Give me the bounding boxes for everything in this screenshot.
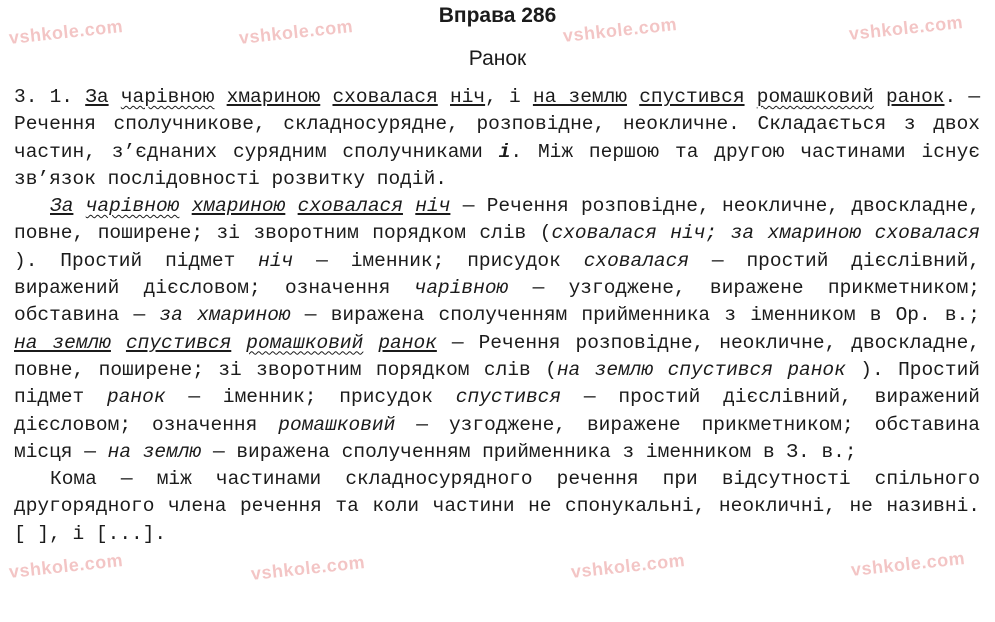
analysis-text: . — Речення сполучникове, складносурядне, розповідне, неокличне. Складається з двох частин, з’єднаних сурядним сполучниками — [14, 86, 981, 163]
analysis-text: — простий дієслівний, виражений дієсловом; означення — [14, 249, 980, 300]
conjunction-emphasis: і — [498, 140, 511, 163]
analysis-text: ). Простий підмет — [14, 358, 980, 409]
word-subject: ніч — [450, 86, 486, 108]
text-title: Ранок — [468, 47, 527, 70]
conjunction-text: , і — [485, 86, 521, 108]
word-circumstance: на землю — [532, 86, 628, 108]
analysis-text: ). Простий підмет — [14, 249, 259, 272]
clause-word: хмариною — [191, 195, 286, 218]
italic-example: сховалася ніч; за хмариною сховалася — [551, 222, 980, 245]
analysis-body — [14, 84, 980, 548]
paragraph-punctuation: Кома — між частинами складносурядного речення при відсутності спільного другорядного члена речення та коли частини не спонукальні, неокличні, не називні. [ ], і [...]. — [14, 468, 980, 545]
clause-word: чарівною — [85, 195, 180, 218]
word-subject: ранок — [885, 86, 945, 108]
word-predicate: спустився — [639, 86, 745, 108]
exercise-title: Вправа 286 — [438, 4, 557, 27]
analysis-text: — узгоджене, виражене прикметником; обставина місця — — [14, 413, 980, 463]
paragraph-clause-analysis — [14, 193, 980, 466]
word-predicate: сховалася — [332, 86, 438, 108]
word-preposition: За — [85, 86, 109, 108]
item-number: 3. 1. — [14, 86, 73, 108]
italic-example: за хмариною — [159, 304, 291, 327]
analysis-text: — іменник; присудок — [165, 386, 456, 409]
italic-example: сховалася — [583, 249, 690, 272]
analysis-text: — узгоджене, виражене прикметником; обставина — — [14, 277, 980, 327]
italic-example: на землю — [107, 440, 202, 463]
clause-word: спустився — [125, 331, 232, 354]
analysis-text: — Речення розповідне, неокличне, двоскладне, повне, поширене; зі зворотним порядком слів ( — [14, 195, 981, 245]
watermark-text: vshkole.com — [562, 14, 679, 46]
analysis-text: — виражена сполученням прийменника з іменником в Ор. в.; — [290, 304, 980, 327]
analysis-text: — простий дієслівний, виражений дієсловом; означення — [14, 386, 980, 436]
watermark-text: vshkole.com — [850, 548, 967, 580]
italic-example: чарівною — [414, 277, 509, 300]
italic-example: ніч — [258, 249, 294, 272]
word-attribute: чарівною — [120, 86, 215, 108]
watermark-text: vshkole.com — [238, 16, 355, 48]
watermark-text: vshkole.com — [848, 12, 965, 44]
watermark-text: vshkole.com — [250, 552, 367, 584]
watermark-text: vshkole.com — [570, 550, 687, 582]
word-circumstance: хмариною — [226, 86, 321, 108]
paragraph-sentence-analysis — [14, 84, 980, 193]
clause-word: сховалася — [297, 195, 403, 218]
clause-word: ромашковий — [246, 331, 364, 354]
italic-example: ромашковий — [278, 413, 396, 436]
italic-example: ранок — [107, 386, 166, 409]
word-attribute: ромашковий — [756, 86, 874, 108]
italic-example: на землю спустився ранок — [556, 358, 846, 381]
analysis-text: . Між першою та другою частинами існує зв’язок послідовності розвитку подій. — [14, 140, 980, 190]
clause-word: За — [50, 195, 74, 218]
watermark-text: vshkole.com — [8, 550, 125, 582]
italic-example: спустився — [455, 386, 562, 409]
analysis-text: — іменник; присудок — [293, 249, 584, 272]
clause-word: ніч — [415, 195, 451, 218]
watermark-text: vshkole.com — [8, 16, 125, 48]
clause-word: ранок — [378, 331, 437, 354]
analysis-text: — виражена сполученням прийменника з іменником в З. в.; — [201, 440, 857, 463]
clause-word: на землю — [14, 331, 111, 354]
analysis-text: — Речення розповідне, неокличне, двоскладне, повне, поширене; зі зворотним порядком слів ( — [14, 331, 980, 381]
